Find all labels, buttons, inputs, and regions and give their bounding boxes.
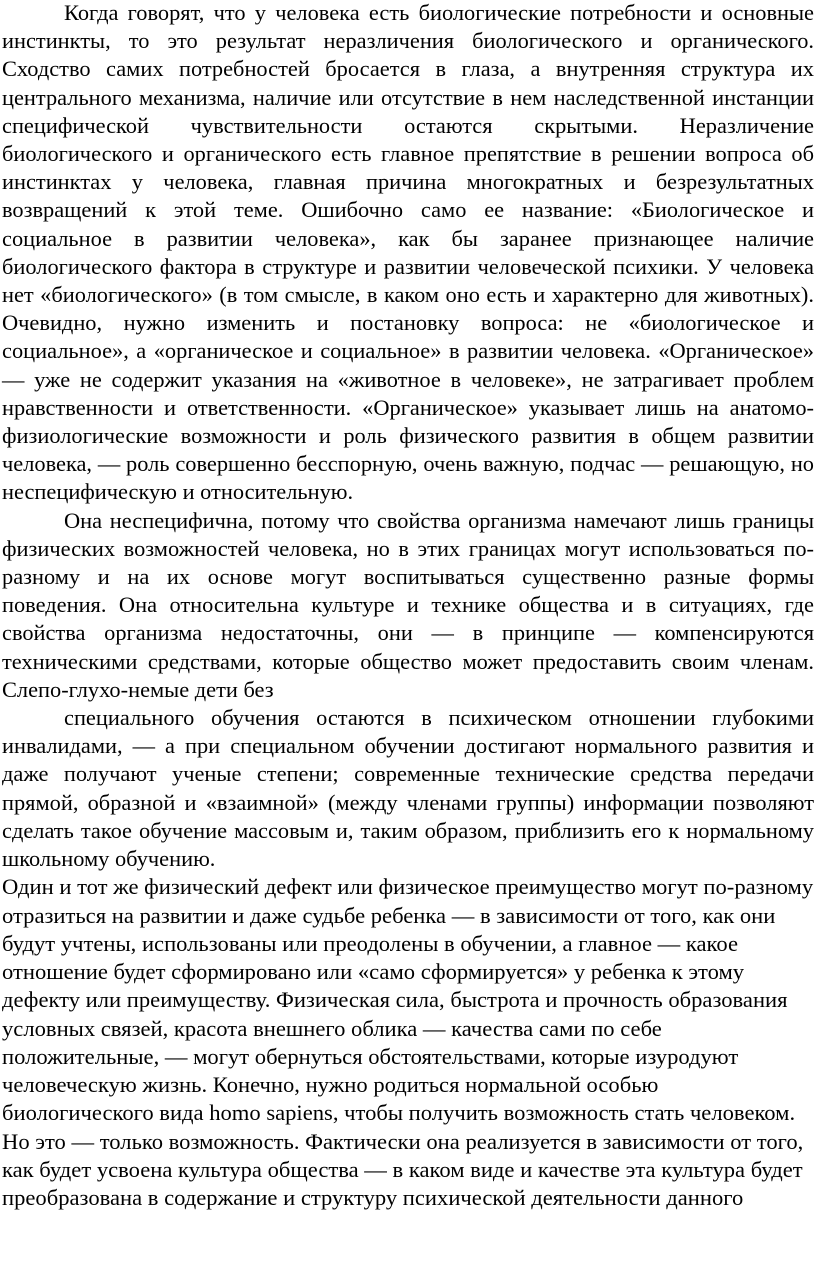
paragraph-nonspecific-relative: Она неспецифична, потому что свойства организма намечают лишь границы физических возможностей человека, но в этих границах могут использоваться по-разному и на их основе могут воспитываться существенно разные формы поведения. Она относительна культуре и технике общества и в ситуациях, где свойства организма недостаточны, они — в принципе — компенсируются техническими средствами, которые общество может предоставить своим членам. Слепо-глухо-немые дети без (2, 507, 814, 702)
paragraph-physical-defect: Один и тот же физический дефект или физическое преимущество могут по-разному отразиться на развитии и даже судьбе ребенка — в зависимости от того, как они будут учтены, использованы или преодолены в обучении, а главное — какое отношение будет сформировано или «само сформируется» у ребенка к этому дефекту или преимуществу. Физическая сила, быстрота и прочность образования условных связей, красота внешнего облика — качества сами по себе положительные, — могут обернуться обстоятельствами, которые изуродуют человеческую жизнь. Конечно, нужно родиться нормальной особью биологического вида homo sapiens, чтобы получить возможность стать человеком. Но это — только возможность. Фактически она реализуется в зависимости от того, как будет усвоена культура общества — в каком виде и качестве эта культура будет преобразована в содержание и структуру психической деятельности данного (2, 874, 814, 1211)
paragraph-special-education: специального обучения остаются в психическом отношении глубокими инвалидами, — а при специальном обучении достигают нормального развития и даже получают ученые степени; современные технические средства передачи прямой, образной и «взаимной» (между членами группы) информации позволяют сделать такое обучение массовым и, таким образом, приблизить его к нормальному школьному обучению. (2, 705, 814, 872)
paragraph-organic-vs-biological: Когда говорят, что у человека есть биологические потребности и основные инстинкты, то это результат неразличения биологического и органического. Сходство самих потребностей бросается в глаза, а внутренняя структура их центрального механизма, наличие или отсутствие в нем наследственной инстанции специфической чувствительности остаются скрытыми. Неразличение биологического и органического есть главное препятствие в решении вопроса об инстинктах у человека, главная причина многократных и безрезультатных возвращений к этой теме. Ошибочно само ее название: «Биологическое и социальное в развитии человека», как бы заранее признающее наличие биологического фактора в структуре и развитии человеческой психики. У человека нет «биологического» (в том смысле, в каком оно есть и характерно для животных). Очевидно, нужно изменить и постановку вопроса: не «биологическое и социальное», а «органическое и социальное» в развитии человека. «Органическое» — уже не содержит указания на «животное в человеке», не затрагивает проблем нравственности и ответственности. «Органическое» указывает лишь на анатомо-физиологические возможности и роль физического развития в общем развитии человека, — роль совершенно бесспорную, очень важную, подчас — решающую, но неспецифическую и относительную. (2, 0, 814, 505)
